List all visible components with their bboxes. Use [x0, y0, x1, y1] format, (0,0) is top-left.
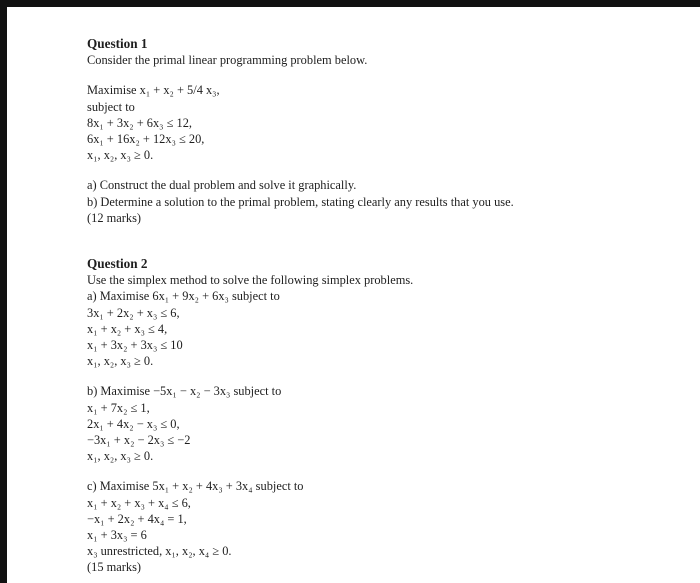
question-2-part-a-constraint: 3x₁ + 2x₂ + x₃ ≤ 6, — [87, 305, 180, 320]
question-2-part-c-constraint: x₁ + 3x₃ = 6 — [87, 528, 147, 543]
question-2-part-c-constraint: −x₁ + 2x₂ + 4x₄ = 1, — [87, 511, 187, 526]
question-2-part-c-constraint: x₁ + x₂ + x₃ + x₄ ≤ 6, — [87, 495, 191, 510]
question-1-part-a: a) Construct the dual problem and solve it graphically. — [87, 178, 357, 193]
question-2-intro: Use the simplex method to solve the following simplex problems. — [87, 273, 414, 288]
top-border — [0, 0, 700, 7]
question-2-part-b-heading: b) Maximise −5x₁ − x₂ − 3x₃ subject to — [87, 384, 282, 399]
question-1-intro: Consider the primal linear programming problem below. — [87, 53, 368, 68]
question-2-part-b-constraint: x₁, x₂, x₃ ≥ 0. — [87, 449, 154, 464]
left-border — [0, 7, 7, 583]
question-2-part-b-constraint: −3x₁ + x₂ − 2x₃ ≤ −2 — [87, 433, 191, 448]
question-1-objective: Maximise x₁ + x₂ + 5/4 x₃, — [87, 83, 220, 98]
question-2-part-a-heading: a) Maximise 6x₁ + 9x₂ + 6x₃ subject to — [87, 289, 280, 304]
question-1-subject-to: subject to — [87, 99, 135, 114]
question-2-marks: (15 marks) — [87, 560, 142, 575]
question-2-part-c-heading: c) Maximise 5x₁ + x₂ + 4x₃ + 3x₄ subject to — [87, 479, 304, 494]
question-1-title: Question 1 — [87, 36, 148, 51]
question-1-constraint: 6x₁ + 16x₂ + 12x₃ ≤ 20, — [87, 132, 205, 147]
question-2-part-c-constraint: x₃ unrestricted, x₁, x₂, x₄ ≥ 0. — [87, 544, 232, 559]
question-1-marks: (12 marks) — [87, 210, 142, 225]
question-1-part-b: b) Determine a solution to the primal problem, stating clearly any results that you use. — [87, 194, 514, 209]
question-2-part-a-constraint: x₁ + x₂ + x₃ ≤ 4, — [87, 321, 168, 336]
document-page — [87, 36, 587, 576]
question-2-part-b-constraint: x₁ + 7x₂ ≤ 1, — [87, 400, 150, 415]
question-2-title: Question 2 — [87, 256, 148, 272]
question-1-constraint: 8x₁ + 3x₂ + 6x₃ ≤ 12, — [87, 115, 192, 130]
question-2-part-a-constraint: x₁ + 3x₂ + 3x₃ ≤ 10 — [87, 338, 183, 353]
question-1-constraint: x₁, x₂, x₃ ≥ 0. — [87, 148, 154, 163]
question-2-part-b-constraint: 2x₁ + 4x₂ − x₃ ≤ 0, — [87, 416, 180, 431]
question-2-part-a-constraint: x₁, x₂, x₃ ≥ 0. — [87, 354, 154, 369]
